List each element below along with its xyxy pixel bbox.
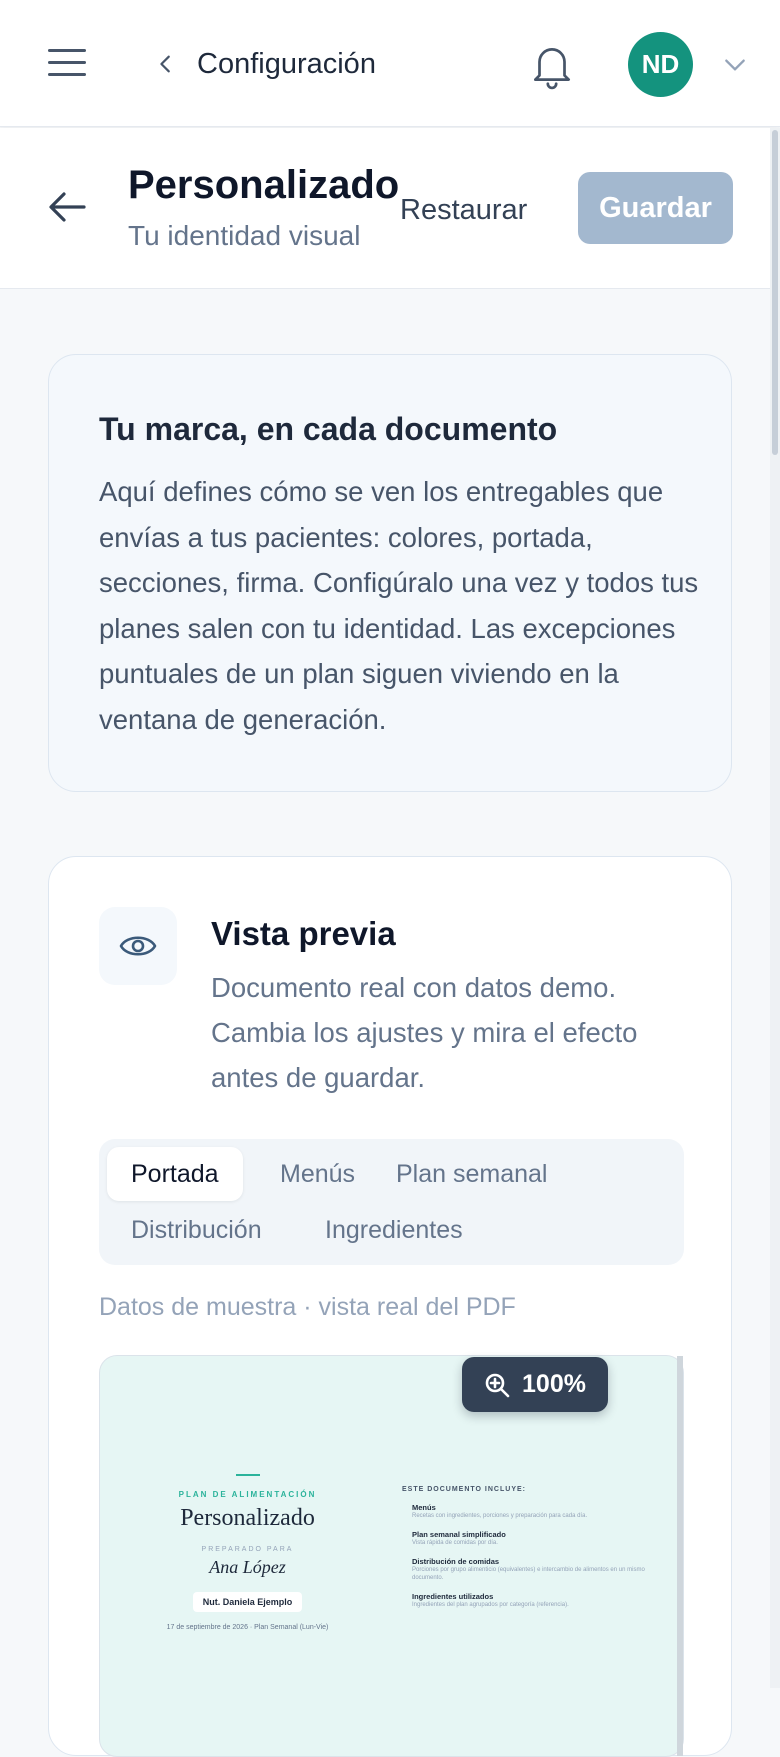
- preview-tabs: [99, 1139, 684, 1265]
- pdf-include-item: [412, 1530, 662, 1547]
- preview-subtitle: Documento real con datos demo. Cambia los ajustes y mira el efecto antes de guardar.: [211, 972, 638, 1093]
- pdf-include-desc: Ingredientes del plan agrupados por categoría (referencia).: [412, 1602, 569, 1608]
- breadcrumb-label: Configuración: [197, 47, 376, 80]
- pdf-prepared-for: PREPARADO PARA: [201, 1546, 294, 1553]
- pdf-includes-label: ESTE DOCUMENTO INCLUYE:: [402, 1486, 526, 1493]
- pdf-include-title: Distribución de comidas: [412, 1557, 500, 1566]
- pdf-include-desc: Vista rápida de comidas por día.: [412, 1540, 498, 1546]
- avatar[interactable]: ND: [628, 32, 693, 97]
- tab-portada[interactable]: Portada: [107, 1147, 243, 1201]
- pdf-kicker: PLAN DE ALIMENTACIÓN: [178, 1490, 317, 1499]
- pdf-professional: Nut. Daniela Ejemplo: [193, 1592, 303, 1612]
- pdf-patient-name: Ana López: [209, 1557, 286, 1577]
- save-button[interactable]: Guardar: [578, 172, 733, 244]
- scrollbar[interactable]: [770, 128, 780, 1688]
- zoom-button[interactable]: [462, 1357, 608, 1412]
- zoom-level: 100%: [522, 1370, 586, 1398]
- preview-icon-box: [99, 907, 177, 985]
- pdf-title: Personalizado: [180, 1505, 315, 1531]
- intro-title: Tu marca, en cada documento: [99, 411, 558, 447]
- top-app-bar: [0, 0, 780, 127]
- tab-plan-semanal[interactable]: Plan semanal: [396, 1159, 548, 1188]
- tab-distribucion[interactable]: Distribución: [131, 1215, 262, 1244]
- tab-menus[interactable]: Menús: [280, 1159, 356, 1188]
- pdf-accent-rule: [236, 1474, 260, 1476]
- pdf-include-desc: Porciones por grupo alimenticio (equivalentes) e intercambio de alimentos en un mismo documento.: [412, 1567, 645, 1581]
- pdf-include-title: Plan semanal simplificado: [412, 1530, 506, 1539]
- pdf-include-item: [412, 1592, 662, 1609]
- arrow-left-icon[interactable]: [46, 188, 88, 226]
- intro-card: [48, 354, 732, 792]
- eye-icon: [119, 931, 157, 961]
- page-subtitle: Tu identidad visual: [128, 220, 361, 251]
- pdf-include-title: Ingredientes utilizados: [412, 1592, 494, 1601]
- bell-icon[interactable]: [526, 40, 578, 90]
- tab-ingredientes[interactable]: Ingredientes: [325, 1215, 463, 1244]
- sample-data-note: Datos de muestra · vista real del PDF: [99, 1293, 516, 1321]
- chevron-down-icon[interactable]: [722, 52, 748, 78]
- pdf-preview[interactable]: [99, 1355, 684, 1757]
- scrollbar-thumb[interactable]: [772, 130, 778, 455]
- chevron-left-icon: [155, 53, 177, 75]
- pdf-include-item: [412, 1503, 662, 1520]
- pdf-date-line: 17 de septiembre de 2026 · Plan Semanal (Lun-Vie): [166, 1624, 329, 1631]
- pdf-include-item: [412, 1557, 662, 1582]
- preview-card: [48, 856, 732, 1756]
- breadcrumb[interactable]: [155, 44, 376, 84]
- pdf-include-title: Menús: [412, 1503, 436, 1512]
- hamburger-icon[interactable]: [48, 46, 86, 78]
- preview-title: Vista previa: [211, 915, 396, 952]
- page-title: Personalizado: [128, 163, 400, 207]
- pdf-cover: [100, 1474, 395, 1631]
- pdf-page-edge: [677, 1356, 683, 1756]
- reset-button[interactable]: Restaurar: [400, 190, 527, 230]
- pdf-include-desc: Recetas con ingredientes, porciones y preparación para cada día.: [412, 1513, 588, 1519]
- zoom-in-icon: [484, 1372, 510, 1398]
- intro-body: Aquí defines cómo se ven los entregables que envías a tus pacientes: colores, portada, secciones, firma. Configúralo una vez y todos tus planes salen con tu identidad. Las excepciones puntuales de un plan siguen viviendo en la ventana de generación.: [99, 476, 699, 735]
- pdf-contents: [402, 1486, 662, 1619]
